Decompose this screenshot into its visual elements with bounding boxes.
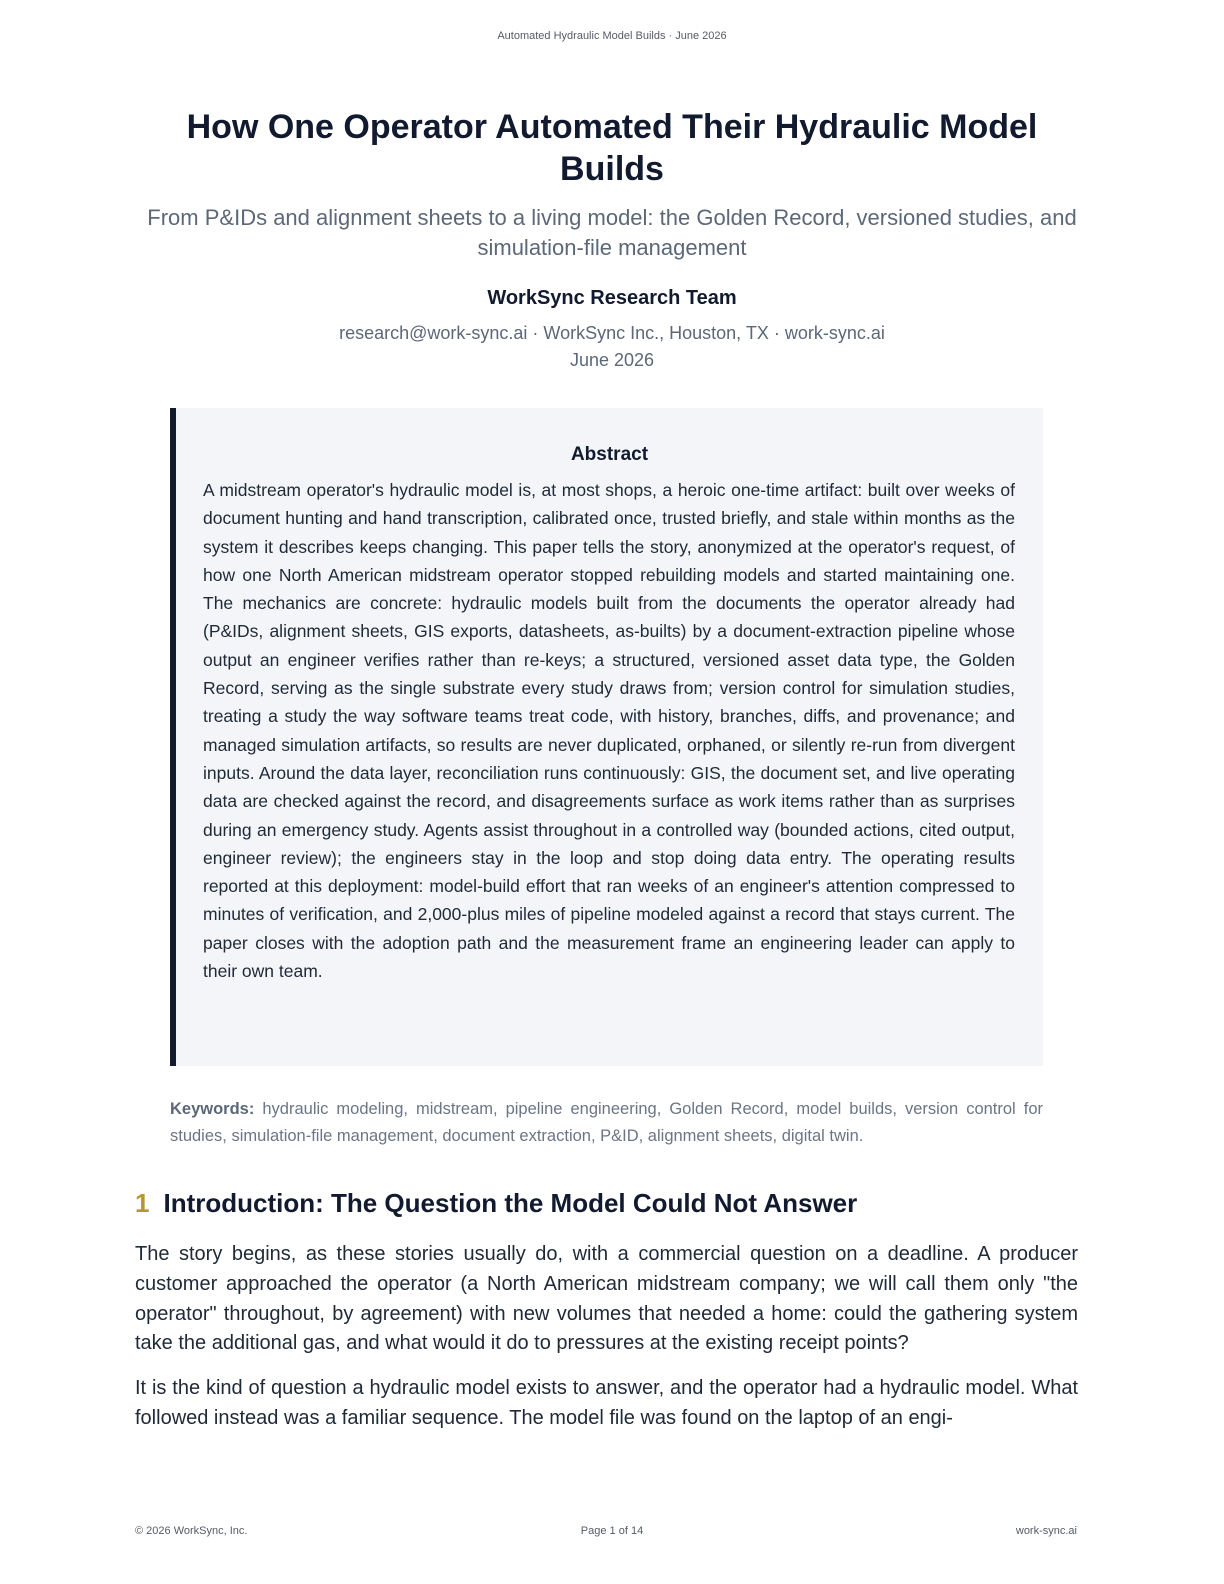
section-heading (135, 1188, 1085, 1219)
keywords-label: Keywords: (170, 1100, 255, 1118)
author-affiliation: research@work-sync.ai · WorkSync Inc., Houston, TX · work-sync.ai (339, 323, 885, 343)
running-header: Automated Hydraulic Model Builds · June 2026 (497, 30, 727, 42)
keywords (170, 1096, 1043, 1150)
author-affiliation-block (0, 320, 1224, 374)
paper-title: How One Operator Automated Their Hydraulic Model Builds (186, 108, 1038, 188)
paper-subtitle: From P&IDs and alignment sheets to a living model: the Golden Record, versioned studies, and simulation-file management (147, 205, 1077, 260)
abstract-heading: Abstract (570, 444, 649, 465)
footer-page-number: Page 1 of 14 (580, 1525, 644, 1537)
abstract-box (170, 408, 1043, 1066)
abstract-text: A midstream operator's hydraulic model is, at most shops, a heroic one-time artifact: built over weeks of document hunting and hand transcription, calibrated once, trusted briefly, and stale within months as the system it describes keeps changing. This paper tells the story, anonymized at the operator's request, of how one North American midstream operator stopped rebuilding models and started maintaining one. The mechanics are concrete: hydraulic models built from the documents the operator already had (P&IDs, alignment sheets, GIS exports, datasheets, as-builts) by a document-extraction pipeline whose output an engineer verifies rather than re-keys; a structured, versioned asset data type, the Golden Record, serving as the single substrate every study draws from; version control for simulation studies, treating a study the way software teams treat code, with history, branches, diffs, and provenance; and managed simulation artifacts, so results are never duplicated, orphaned, or silently re-run from divergent inputs. Around the data layer, reconciliation runs continuously: GIS, the document set, and live operating data are checked against the record, and disagreements surface as work items rather than as surprises during an emergency study. Agents assist throughout in a controlled way (bounded actions, cited output, engineer review); the engineers stay in the loop and stop doing data entry. The operating results reported at this deployment: model-build effort that ran weeks of an engineer's attention compressed to minutes of verification, and 2,000-plus miles of pipeline modeled against a record that stays current. The paper closes with the adoption path and the measurement frame an engineering leader can apply to their own team. (203, 480, 1015, 982)
body-paragraph: The story begins, as these stories usually do, with a commercial question on a deadline. A producer customer approached the operator (a North American midstream company; we will call them only "the operator" throughout, by agreement) with new volumes that needed a home: could the gathering system take the additional gas, and what would it do to pressures at the existing receipt points? (135, 1243, 1078, 1355)
section-number: 1 (135, 1188, 150, 1218)
publication-date: June 2026 (569, 350, 655, 370)
author-name: WorkSync Research Team (487, 287, 737, 309)
footer-copyright: © 2026 WorkSync, Inc. (135, 1525, 248, 1537)
keywords-text: hydraulic modeling, midstream, pipeline engineering, Golden Record, model builds, version control for studies, simulation-file management, document extraction, P&ID, alignment sheets, digital twin. (170, 1100, 1043, 1145)
section-title: Introduction: The Question the Model Could Not Answer (163, 1188, 858, 1218)
body-paragraph: It is the kind of question a hydraulic model exists to answer, and the operator had a hydraulic model. What followed instead was a familiar sequence. The model file was found on the laptop of an engi- (135, 1377, 1078, 1429)
footer-website: work-sync.ai (1015, 1525, 1077, 1537)
